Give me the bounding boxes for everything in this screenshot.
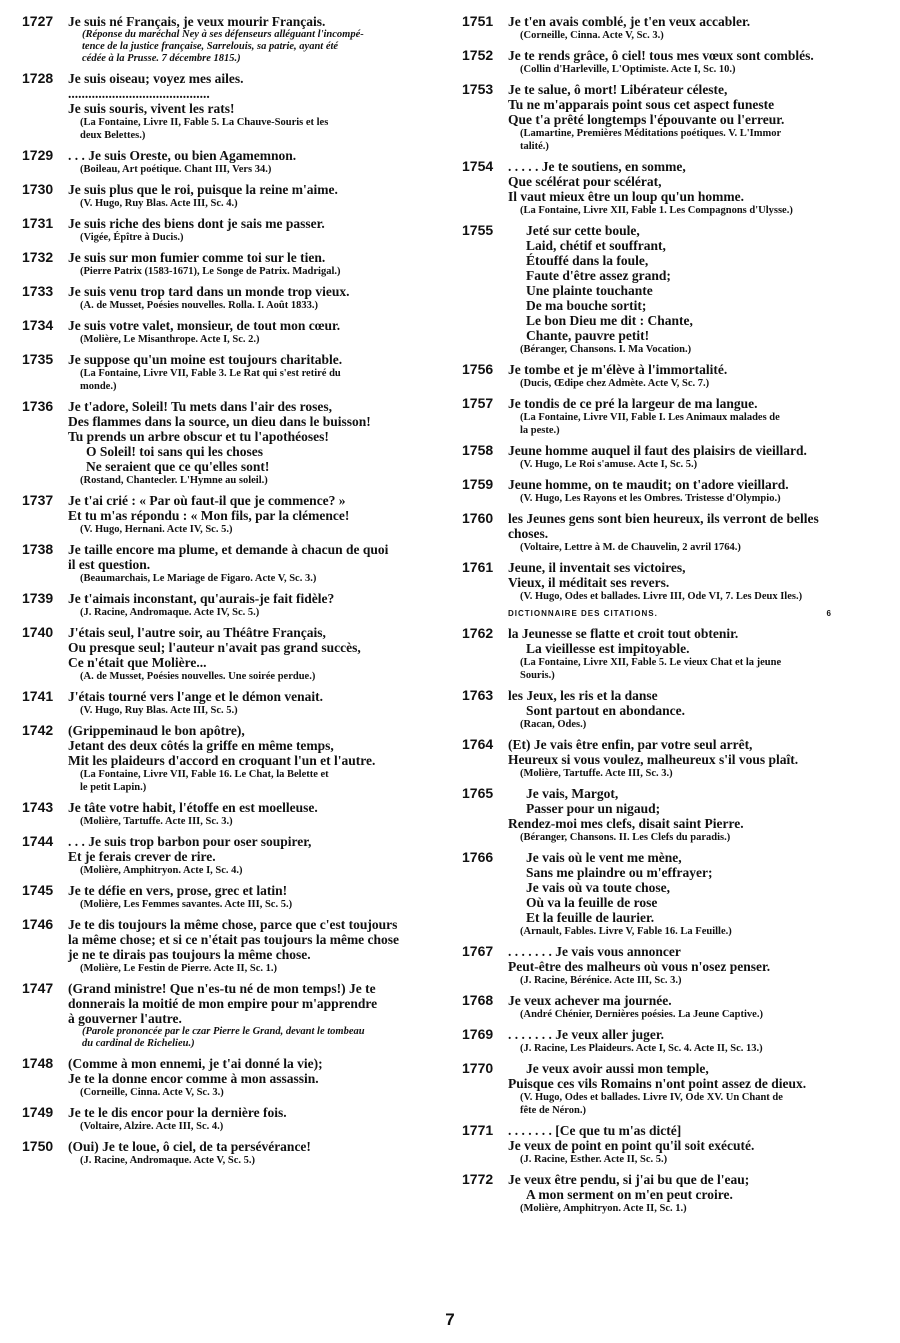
quote-line: O Soleil! toi sans qui les choses (86, 444, 264, 459)
historical-note: (Réponse du maréchal Ney à ses défenseurs alléguant l'incompé- (82, 29, 364, 40)
quote-line: choses. (508, 526, 549, 541)
quote-line: (Grippeminaud le bon apôtre), (68, 723, 245, 738)
quote-line: la Jeunesse se flatte et croit tout obtenir. (508, 626, 739, 641)
quote-line: les Jeunes gens sont bien heureux, ils verront de belles (508, 511, 819, 526)
footer-signature: 6 (826, 609, 832, 618)
citation-number: 1757 (462, 395, 494, 411)
quote-line: Je te la donne encor comme à mon assassin. (68, 1071, 319, 1086)
quote-line: Je te rends grâce, ô ciel! tous mes vœux sont comblés. (508, 48, 814, 63)
citation-number: 1746 (22, 916, 54, 932)
citation-body (68, 625, 440, 683)
historical-note: tence de la justice française, Sarrelouis, sa patrie, ayant été (82, 41, 339, 52)
citation-number: 1738 (22, 541, 54, 557)
quote-line: Je t'en avais comblé, je t'en veux accabler. (508, 14, 751, 29)
citation-number: 1727 (22, 13, 54, 29)
citation-number: 1751 (462, 13, 494, 29)
citation-body (68, 352, 440, 393)
source-reference: fête de Néron.) (520, 1105, 586, 1116)
source-reference: (Beaumarchais, Le Mariage de Figaro. Acte V, Sc. 3.) (80, 573, 317, 584)
source-reference: (Molière, Tartuffe. Acte III, Sc. 3.) (80, 816, 233, 827)
citation-entry (22, 399, 440, 487)
citation-entry (22, 834, 440, 877)
citation-number: 1770 (462, 1060, 494, 1076)
quote-line: Je suis souris, vivent les rats! (68, 101, 235, 116)
quote-line: Je t'ai crié : « Par où faut-il que je commence? » (68, 493, 346, 508)
citation-entry (22, 591, 440, 619)
historical-note: cédée à la Prusse. 7 décembre 1815.) (82, 53, 241, 64)
citation-body (68, 800, 440, 828)
citation-number: 1736 (22, 398, 54, 414)
quote-line: Chante, pauvre petit! (526, 328, 650, 343)
source-reference: (Molière, Le Festin de Pierre. Acte II, Sc. 1.) (80, 963, 278, 974)
quote-line: Je suis riche des biens dont je sais me passer. (68, 216, 325, 231)
citation-number: 1734 (22, 317, 54, 333)
source-reference: (Racan, Odes.) (520, 719, 587, 730)
citation-body (508, 223, 882, 356)
source-reference: (Pierre Patrix (1583-1671), Le Songe de Patrix. Madrigal.) (80, 266, 341, 277)
citation-number: 1768 (462, 992, 494, 1008)
citation-body (68, 148, 440, 176)
citation-body (68, 591, 440, 619)
footer-title: DICTIONNAIRE DES CITATIONS. (508, 609, 658, 618)
citation-entry (22, 723, 440, 794)
citation-entry (462, 560, 882, 603)
quote-line: Jeune homme, on te maudit; on t'adore vieillard. (508, 477, 789, 492)
citation-entry (22, 1139, 440, 1167)
source-reference: (André Chénier, Dernières poésies. La Jeune Captive.) (520, 1009, 763, 1020)
source-reference: (J. Racine, Andromaque. Acte V, Sc. 5.) (80, 1155, 256, 1166)
citation-entry (22, 689, 440, 717)
source-reference: Souris.) (520, 670, 555, 681)
citation-entry (22, 1105, 440, 1133)
citation-entry (462, 737, 882, 780)
citation-entry (462, 511, 882, 554)
citation-body (508, 786, 882, 844)
quote-line: Tu prends un arbre obscur et tu l'apothéoses! (68, 429, 329, 444)
citation-entry (22, 493, 440, 536)
quote-line: Puisque ces vils Romains n'ont point assez de dieux. (508, 1076, 807, 1091)
quote-line: Heureux si vous voulez, malheureux s'il vous plaît. (508, 752, 799, 767)
citation-body (68, 1105, 440, 1133)
quote-line: Sont partout en abondance. (526, 703, 686, 718)
citation-body (508, 443, 882, 471)
source-reference: (V. Hugo, Ruy Blas. Acte III, Sc. 4.) (80, 198, 238, 209)
quote-line: .......................................... (68, 86, 210, 101)
source-reference: (Voltaire, Lettre à M. de Chauvelin, 2 avril 1764.) (520, 542, 741, 553)
quote-line: Je tondis de ce pré la largeur de ma langue. (508, 396, 758, 411)
citation-entry (22, 981, 440, 1050)
citation-body (68, 182, 440, 210)
citation-body (508, 14, 882, 42)
citation-entry (22, 14, 440, 65)
citation-body (508, 1172, 882, 1215)
quote-line: Je suis oiseau; voyez mes ailes. (68, 71, 244, 86)
quote-line: Jeune homme auquel il faut des plaisirs de vieillard. (508, 443, 807, 458)
source-reference: (V. Hugo, Hernani. Acte IV, Sc. 5.) (80, 524, 233, 535)
citation-number: 1743 (22, 799, 54, 815)
citation-number: 1728 (22, 70, 54, 86)
citation-number: 1741 (22, 688, 54, 704)
citation-body (68, 883, 440, 911)
citation-entry (22, 284, 440, 312)
citation-entry (22, 318, 440, 346)
quote-line: . . . . . . . [Ce que tu m'as dicté] (508, 1123, 682, 1138)
citation-number: 1761 (462, 559, 494, 575)
citation-number: 1760 (462, 510, 494, 526)
source-reference: (J. Racine, Andromaque. Acte IV, Sc. 5.) (80, 607, 260, 618)
source-reference: deux Belettes.) (80, 130, 146, 141)
citation-body (508, 477, 882, 505)
quote-line: (Oui) Je te loue, ô ciel, de ta persévérance! (68, 1139, 311, 1154)
citation-number: 1739 (22, 590, 54, 606)
quote-line: Je suis sur mon fumier comme toi sur le tien. (68, 250, 326, 265)
quote-line: Je tombe et je m'élève à l'immortalité. (508, 362, 728, 377)
citation-entry (462, 14, 882, 42)
citation-body (508, 944, 882, 987)
source-reference: (J. Racine, Les Plaideurs. Acte I, Sc. 4. Acte II, Sc. 13.) (520, 1043, 763, 1054)
source-reference: (Molière, Amphitryon. Acte II, Sc. 1.) (520, 1203, 687, 1214)
quote-line: . . . . . Je te soutiens, en somme, (508, 159, 686, 174)
quote-line: Je vais, Margot, (526, 786, 619, 801)
quote-line: donnerais la moitié de mon empire pour m'apprendre (68, 996, 378, 1011)
citation-number: 1730 (22, 181, 54, 197)
citation-body (68, 14, 440, 65)
citation-number: 1729 (22, 147, 54, 163)
quote-line: Sans me plaindre ou m'effrayer; (526, 865, 713, 880)
quote-line: Laid, chétif et souffrant, (526, 238, 666, 253)
citation-body (508, 688, 882, 731)
citation-number: 1758 (462, 442, 494, 458)
quote-line: Je suis plus que le roi, puisque la reine m'aime. (68, 182, 338, 197)
citation-body (508, 626, 882, 682)
citation-body (68, 216, 440, 244)
citation-body (68, 71, 440, 142)
quote-line: Je vais où le vent me mène, (526, 850, 682, 865)
quote-line: Je suis venu trop tard dans un monde trop vieux. (68, 284, 350, 299)
quote-line: Ce n'était que Molière... (68, 655, 207, 670)
citation-body (508, 48, 882, 76)
source-reference: (Boileau, Art poétique. Chant III, Vers 34.) (80, 164, 272, 175)
quote-line: Ou presque seul; l'auteur n'avait pas grand succès, (68, 640, 361, 655)
quote-line: les Jeux, les ris et la danse (508, 688, 658, 703)
source-reference: (V. Hugo, Le Roi s'amuse. Acte I, Sc. 5.) (520, 459, 698, 470)
source-reference: (La Fontaine, Livre XII, Fable 5. Le vieux Chat et la jeune (520, 657, 782, 668)
quote-line: Je te salue, ô mort! Libérateur céleste, (508, 82, 728, 97)
source-reference: (J. Racine, Bérénice. Acte III, Sc. 3.) (520, 975, 682, 986)
citation-body (68, 981, 440, 1050)
source-reference: (La Fontaine, Livre VII, Fable I. Les Animaux malades de (520, 412, 780, 423)
citation-number: 1747 (22, 980, 54, 996)
citation-number: 1731 (22, 215, 54, 231)
page-number: 7 (445, 1310, 455, 1329)
citation-number: 1754 (462, 158, 494, 174)
citation-entry (462, 1027, 882, 1055)
citation-number: 1744 (22, 833, 54, 849)
source-reference: (Molière, Les Femmes savantes. Acte III, Sc. 5.) (80, 899, 293, 910)
citation-entry (22, 542, 440, 585)
citation-entry (22, 352, 440, 393)
citation-entry (462, 477, 882, 505)
source-reference: (Ducis, Œdipe chez Admète. Acte V, Sc. 7.) (520, 378, 710, 389)
citation-number: 1750 (22, 1138, 54, 1154)
source-reference: la peste.) (520, 425, 560, 436)
quote-line: Jeune, il inventait ses victoires, (508, 560, 686, 575)
citation-body (68, 399, 440, 487)
quote-line: Vieux, il méditait ses revers. (508, 575, 670, 590)
citation-body (68, 318, 440, 346)
quote-line: Des flammes dans la source, un dieu dans le buisson! (68, 414, 371, 429)
quote-line: . . . . . . . Je vais vous annoncer (508, 944, 681, 959)
source-reference: (Collin d'Harleville, L'Optimiste. Acte I, Sc. 10.) (520, 64, 736, 75)
quote-line: . . . . . . . Je veux aller juger. (508, 1027, 664, 1042)
source-reference: (La Fontaine, Livre VII, Fable 16. Le Chat, la Belette et (80, 769, 329, 780)
source-reference: (Molière, Tartuffe. Acte III, Sc. 3.) (520, 768, 673, 779)
citation-entry (22, 71, 440, 142)
quote-line: Ne seraient que ce qu'elles sont! (86, 459, 270, 474)
citation-entry (22, 917, 440, 975)
citation-number: 1753 (462, 81, 494, 97)
citation-body (508, 82, 882, 153)
quote-line: Étouffé dans la foule, (526, 253, 649, 268)
citation-entry (22, 800, 440, 828)
citation-entry (462, 850, 882, 938)
quote-line: Je tâte votre habit, l'étoffe en est moelleuse. (68, 800, 318, 815)
citation-number: 1752 (462, 47, 494, 63)
citation-body (508, 993, 882, 1021)
citation-body (68, 284, 440, 312)
quote-line: Et je ferais crever de rire. (68, 849, 216, 864)
citation-body (508, 1061, 882, 1117)
citation-number: 1740 (22, 624, 54, 640)
citation-number: 1767 (462, 943, 494, 959)
quote-line: La vieillesse est impitoyable. (526, 641, 690, 656)
historical-note: du cardinal de Richelieu.) (82, 1038, 195, 1049)
citation-number: 1735 (22, 351, 54, 367)
quote-line: Tu ne m'apparais point sous cet aspect funeste (508, 97, 775, 112)
citation-entry (22, 1056, 440, 1099)
citation-number: 1772 (462, 1171, 494, 1187)
quote-line: Mit les plaideurs d'accord en croquant l'un et l'autre. (68, 753, 376, 768)
quote-line: Je te dis toujours la même chose, parce que c'est toujours (68, 917, 398, 932)
citation-entry (462, 1172, 882, 1215)
quote-line: Je taille encore ma plume, et demande à chacun de quoi (68, 542, 389, 557)
historical-note: (Parole prononcée par le czar Pierre le Grand, devant le tombeau (82, 1026, 365, 1037)
citation-entry (22, 216, 440, 244)
quote-line: Que t'a prêté longtemps l'épouvante ou l'erreur. (508, 112, 785, 127)
quote-line: Jeté sur cette boule, (526, 223, 640, 238)
quote-line: Et tu m'as répondu : « Mon fils, par la clémence! (68, 508, 350, 523)
quote-line: Je suppose qu'un moine est toujours charitable. (68, 352, 343, 367)
source-reference: (La Fontaine, Livre XII, Fable 1. Les Compagnons d'Ulysse.) (520, 205, 793, 216)
citation-body (508, 396, 882, 437)
citation-entry (22, 883, 440, 911)
citation-number: 1763 (462, 687, 494, 703)
citation-body (508, 737, 882, 780)
citation-number: 1732 (22, 249, 54, 265)
citation-body (68, 689, 440, 717)
citation-entry (462, 688, 882, 731)
citation-number: 1769 (462, 1026, 494, 1042)
quote-line: à gouverner l'autre. (68, 1011, 182, 1026)
citation-entry (22, 250, 440, 278)
citation-body (508, 560, 882, 603)
quote-line: Je t'aimais inconstant, qu'aurais-je fait fidèle? (68, 591, 335, 606)
citation-body (508, 362, 882, 390)
source-reference: talité.) (520, 141, 549, 152)
citation-body (68, 834, 440, 877)
source-reference: (Arnault, Fables. Livre V, Fable 16. La Feuille.) (520, 926, 732, 937)
quote-line: Je t'adore, Soleil! Tu mets dans l'air des roses, (68, 399, 333, 414)
quote-line: Où va la feuille de rose (526, 895, 658, 910)
quote-line: Le bon Dieu me dit : Chante, (526, 313, 693, 328)
quote-line: . . . Je suis Oreste, ou bien Agamemnon. (68, 148, 297, 163)
citation-entry (462, 396, 882, 437)
citation-body (68, 1139, 440, 1167)
quote-line: De ma bouche sortit; (526, 298, 647, 313)
citation-body (508, 511, 882, 554)
right-column (462, 14, 882, 1221)
quote-line: Je veux avoir aussi mon temple, (526, 1061, 709, 1076)
citation-body (68, 723, 440, 794)
quote-line: Je vais où va toute chose, (526, 880, 670, 895)
citation-entry (462, 82, 882, 153)
citation-entry (22, 625, 440, 683)
quote-line: Une plainte touchante (526, 283, 653, 298)
source-reference: (V. Hugo, Odes et ballades. Livre III, Ode VI, 7. Les Deux Iles.) (520, 591, 803, 602)
source-reference: (Rostand, Chantecler. L'Hymne au soleil.) (80, 475, 268, 486)
citation-entry (462, 223, 882, 356)
quote-line: . . . Je suis trop barbon pour oser soupirer, (68, 834, 312, 849)
source-reference: (Béranger, Chansons. I. Ma Vocation.) (520, 344, 692, 355)
citation-number: 1745 (22, 882, 54, 898)
citation-number: 1759 (462, 476, 494, 492)
citation-entry (462, 443, 882, 471)
quote-line: il est question. (68, 557, 151, 572)
source-reference: (A. de Musset, Poésies nouvelles. Une soirée perdue.) (80, 671, 316, 682)
citation-body (508, 159, 882, 217)
quote-line: J'étais seul, l'autre soir, au Théâtre Français, (68, 625, 326, 640)
quote-line: Je te défie en vers, prose, grec et latin! (68, 883, 288, 898)
quote-line: J'étais tourné vers l'ange et le démon venait. (68, 689, 323, 704)
source-reference: (Lamartine, Premières Méditations poétiques. V. L'Immor (520, 128, 782, 139)
quote-line: Rendez-moi mes clefs, disait saint Pierre. (508, 816, 744, 831)
citation-entry (462, 1061, 882, 1117)
quote-line: (Comme à mon ennemi, je t'ai donné la vie); (68, 1056, 323, 1071)
source-reference: (La Fontaine, Livre II, Fable 5. La Chauve-Souris et les (80, 117, 329, 128)
citation-body (68, 542, 440, 585)
quote-line: Que scélérat pour scélérat, (508, 174, 662, 189)
citation-body (68, 917, 440, 975)
quote-line: je ne te dirais pas toujours la même chose. (68, 947, 311, 962)
source-reference: (Voltaire, Alzire. Acte III, Sc. 4.) (80, 1121, 224, 1132)
left-column (22, 14, 440, 1173)
citation-number: 1733 (22, 283, 54, 299)
citation-entry (22, 182, 440, 210)
citation-number: 1742 (22, 722, 54, 738)
quote-line: Passer pour un nigaud; (526, 801, 661, 816)
source-reference: (Molière, Amphitryon. Acte I, Sc. 4.) (80, 865, 243, 876)
quote-line: Je suis votre valet, monsieur, de tout mon cœur. (68, 318, 341, 333)
citation-number: 1748 (22, 1055, 54, 1071)
citation-entry (22, 148, 440, 176)
quote-line: Jetant des deux côtés la griffe en même temps, (68, 738, 334, 753)
quote-line: A mon serment on m'en peut croire. (526, 1187, 733, 1202)
citation-body (68, 1056, 440, 1099)
citation-number: 1762 (462, 625, 494, 641)
citation-entry (462, 786, 882, 844)
source-reference: le petit Lapin.) (80, 782, 147, 793)
source-reference: (Corneille, Cinna. Acte V, Sc. 3.) (80, 1087, 224, 1098)
citation-entry (462, 626, 882, 682)
quote-line: Faute d'être assez grand; (526, 268, 671, 283)
quote-line: Je veux être pendu, si j'ai bu que de l'eau; (508, 1172, 750, 1187)
source-reference: (Corneille, Cinna. Acte V, Sc. 3.) (520, 30, 664, 41)
citation-entry (462, 1123, 882, 1166)
citation-number: 1765 (462, 785, 494, 801)
citation-number: 1737 (22, 492, 54, 508)
citation-entry (462, 362, 882, 390)
citation-number: 1766 (462, 849, 494, 865)
source-reference: (V. Hugo, Ruy Blas. Acte III, Sc. 5.) (80, 705, 238, 716)
citation-entry (462, 944, 882, 987)
citation-body (508, 1027, 882, 1055)
quote-line: (Et) Je vais être enfin, par votre seul arrêt, (508, 737, 753, 752)
quote-line: Je suis né Français, je veux mourir Français. (68, 14, 326, 29)
source-reference: (Vigée, Épître à Ducis.) (80, 232, 184, 243)
source-reference: (Béranger, Chansons. II. Les Clefs du paradis.) (520, 832, 731, 843)
source-reference: (J. Racine, Esther. Acte II, Sc. 5.) (520, 1154, 668, 1165)
citation-number: 1764 (462, 736, 494, 752)
quote-line: Peut-être des malheurs où vous n'osez penser. (508, 959, 771, 974)
source-reference: (La Fontaine, Livre VII, Fable 3. Le Rat qui s'est retiré du (80, 368, 341, 379)
citation-entry (462, 159, 882, 217)
quote-line: (Grand ministre! Que n'es-tu né de mon temps!) Je te (68, 981, 376, 996)
source-reference: (Molière, Le Misanthrope. Acte I, Sc. 2.) (80, 334, 260, 345)
citation-entry (462, 993, 882, 1021)
quote-line: la même chose; et si ce n'était pas toujours la même chose (68, 932, 400, 947)
citation-entry (462, 48, 882, 76)
citation-number: 1756 (462, 361, 494, 377)
quote-line: Et la feuille de laurier. (526, 910, 655, 925)
source-reference: (A. de Musset, Poésies nouvelles. Rolla. I. Août 1833.) (80, 300, 318, 311)
source-reference: (V. Hugo, Odes et ballades. Livre IV, Ode XV. Un Chant de (520, 1092, 783, 1103)
source-reference: (V. Hugo, Les Rayons et les Ombres. Tristesse d'Olympio.) (520, 493, 781, 504)
citation-number: 1755 (462, 222, 494, 238)
citation-body (508, 850, 882, 938)
citation-body (68, 250, 440, 278)
citation-body (508, 1123, 882, 1166)
quote-line: Je veux achever ma journée. (508, 993, 672, 1008)
quote-line: Il vaut mieux être un loup qu'un homme. (508, 189, 745, 204)
quote-line: Je veux de point en point qu'il soit exécuté. (508, 1138, 755, 1153)
citation-body (68, 493, 440, 536)
citation-number: 1771 (462, 1122, 494, 1138)
running-footer (508, 609, 882, 618)
citation-number: 1749 (22, 1104, 54, 1120)
source-reference: monde.) (80, 381, 117, 392)
quote-line: Je te le dis encor pour la dernière fois. (68, 1105, 287, 1120)
